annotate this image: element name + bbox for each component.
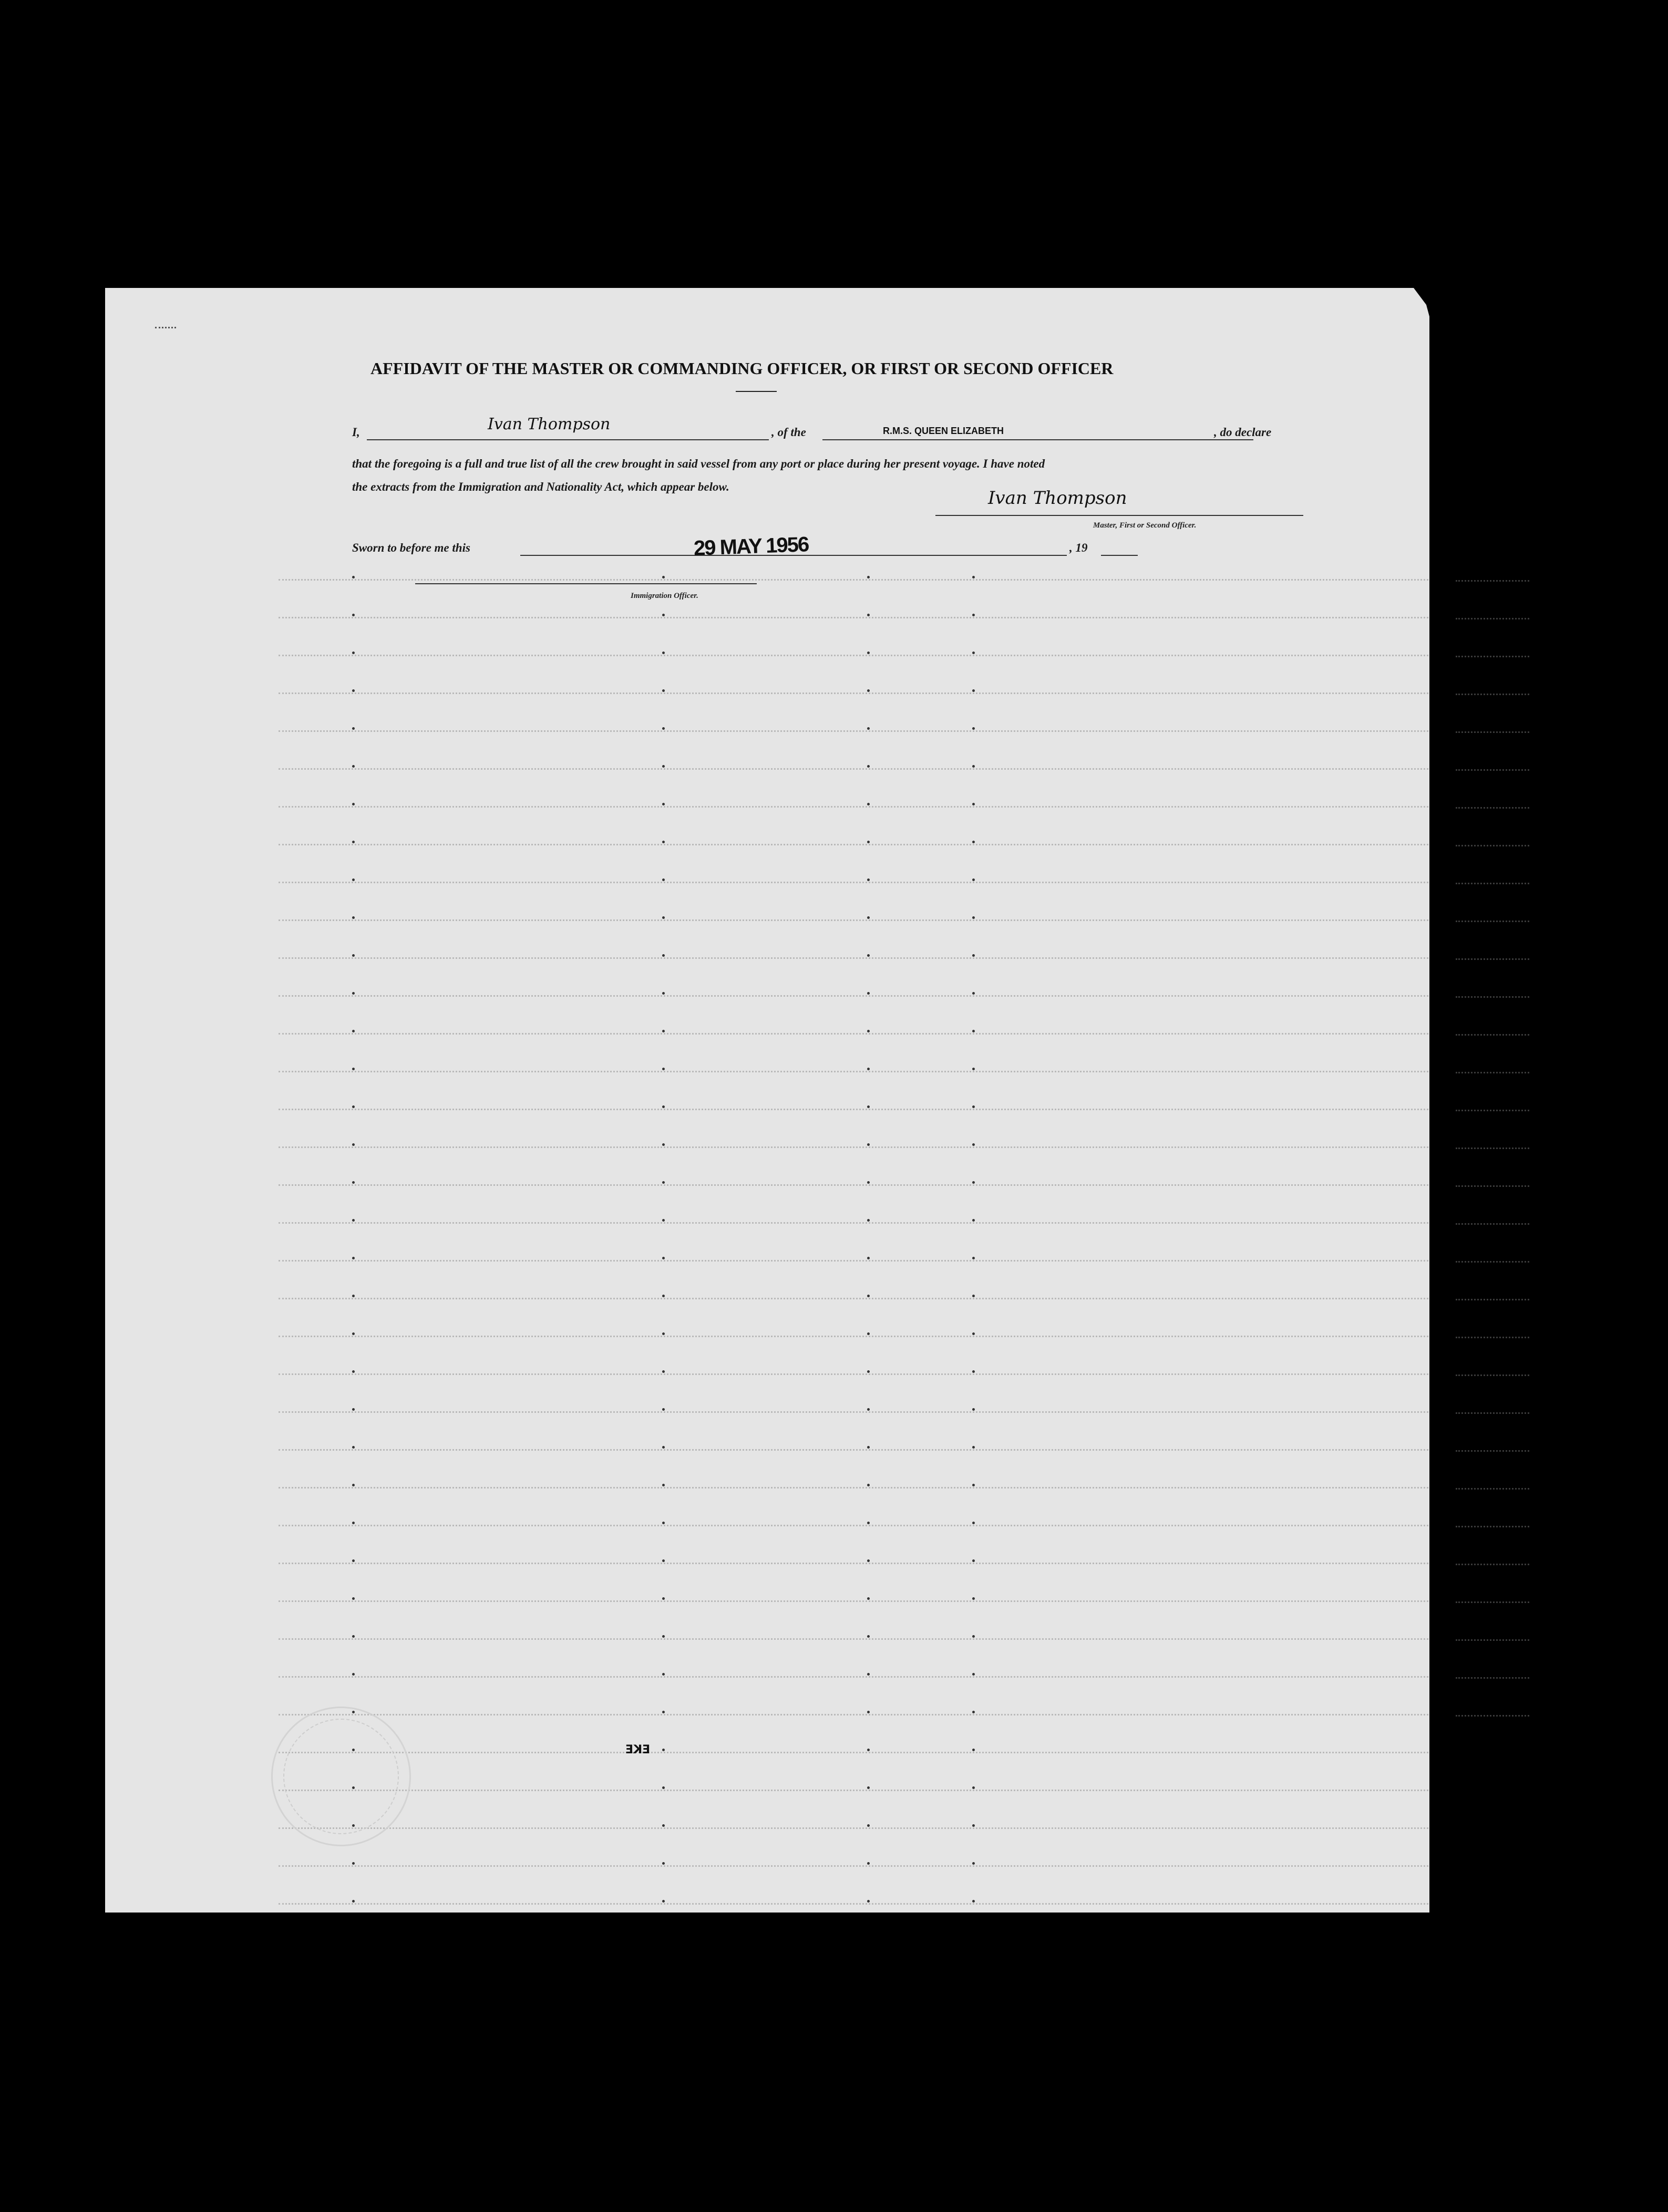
of-the-text: , of the — [771, 426, 806, 439]
bleed-through-row — [279, 799, 1429, 808]
punch-hole — [1546, 797, 1569, 820]
bleed-through-row — [279, 1366, 1429, 1375]
ditto-mark — [867, 1862, 870, 1865]
margin-row-number — [1456, 1480, 1529, 1490]
ditto-mark — [972, 1068, 975, 1070]
bleed-through-row — [279, 1328, 1429, 1337]
ditto-mark — [867, 727, 870, 730]
ditto-mark — [352, 1143, 355, 1146]
bleed-through-row — [279, 1404, 1429, 1413]
immigration-officer-caption: Immigration Officer. — [631, 592, 698, 600]
margin-row-number — [1456, 1290, 1529, 1300]
ditto-mark — [972, 1786, 975, 1789]
ditto-mark — [972, 1219, 975, 1222]
ditto-mark — [867, 1522, 870, 1524]
bleed-through-row — [279, 723, 1429, 732]
margin-row-number — [1456, 1707, 1529, 1717]
bleed-through-row — [279, 874, 1429, 883]
margin-row-number — [1456, 1631, 1529, 1641]
ditto-mark — [972, 1900, 975, 1903]
ditto-mark — [662, 1900, 665, 1903]
do-declare-text: , do declare — [1214, 426, 1272, 439]
ditto-mark — [662, 1484, 665, 1486]
ditto-mark — [867, 954, 870, 957]
bleed-through-row — [279, 1858, 1429, 1867]
punch-hole — [1547, 882, 1570, 905]
margin-row-number — [1456, 1063, 1529, 1073]
bleed-through-row — [279, 1669, 1429, 1678]
ditto-mark — [352, 1862, 355, 1865]
ditto-mark — [662, 1181, 665, 1184]
bleed-through-row — [279, 572, 1429, 581]
ditto-mark — [352, 803, 355, 805]
master-signature-line — [935, 515, 1303, 516]
margin-row-number — [1456, 1442, 1529, 1452]
ditto-mark — [867, 1711, 870, 1713]
margin-row-number — [1456, 1026, 1529, 1036]
ditto-mark — [867, 841, 870, 843]
bleed-through-row — [279, 1442, 1429, 1451]
bleed-through-row — [279, 647, 1429, 656]
punch-hole — [1544, 451, 1567, 474]
ditto-mark — [867, 1446, 870, 1449]
title-underline — [736, 391, 777, 392]
bleed-through-row — [279, 1744, 1429, 1753]
faint-header-mark — [155, 319, 176, 328]
ditto-mark — [867, 1105, 870, 1108]
ditto-mark — [867, 1181, 870, 1184]
margin-row-number — [1456, 609, 1529, 619]
ditto-mark — [662, 1597, 665, 1600]
ditto-mark — [867, 1749, 870, 1751]
ditto-mark — [662, 1105, 665, 1108]
ditto-mark — [662, 727, 665, 730]
ditto-mark — [972, 841, 975, 843]
ditto-mark — [972, 614, 975, 616]
ditto-mark — [352, 1900, 355, 1903]
ditto-mark — [972, 1105, 975, 1108]
ditto-mark — [352, 1332, 355, 1335]
ditto-mark — [867, 1332, 870, 1335]
ditto-mark — [662, 576, 665, 578]
punch-hole — [1545, 1443, 1568, 1466]
bleed-through-row — [279, 1820, 1429, 1829]
ditto-mark — [352, 1408, 355, 1411]
bleed-through-row — [279, 1480, 1429, 1489]
bleed-through-row — [279, 912, 1429, 921]
ditto-mark — [352, 1446, 355, 1449]
ditto-mark — [867, 1257, 870, 1259]
ditto-mark — [867, 1219, 870, 1222]
margin-row-number — [1456, 874, 1529, 884]
ditto-mark — [662, 1711, 665, 1713]
ditto-mark — [972, 1181, 975, 1184]
ditto-mark — [867, 992, 870, 995]
bleed-through-row — [279, 1782, 1429, 1791]
ditto-mark — [867, 1370, 870, 1373]
ditto-mark — [662, 1408, 665, 1411]
ditto-mark — [662, 1673, 665, 1676]
ditto-mark — [352, 614, 355, 616]
ditto-mark — [662, 1295, 665, 1297]
margin-row-number — [1456, 572, 1529, 582]
ditto-mark — [972, 1635, 975, 1638]
bleed-through-row — [279, 685, 1429, 694]
ditto-mark — [972, 652, 975, 654]
ditto-mark — [867, 1030, 870, 1032]
ditto-mark — [352, 1484, 355, 1486]
bleed-through-row — [279, 1555, 1429, 1564]
ditto-mark — [972, 727, 975, 730]
ditto-mark — [972, 1597, 975, 1600]
bleed-through-row — [279, 1593, 1429, 1602]
margin-row-number — [1456, 685, 1529, 695]
margin-row-number — [1456, 1669, 1529, 1679]
bleed-through-row — [279, 1290, 1429, 1299]
ditto-mark — [662, 689, 665, 692]
ditto-mark — [352, 1673, 355, 1676]
bleed-through-row — [279, 1026, 1429, 1035]
ditto-mark — [867, 1635, 870, 1638]
margin-row-number — [1456, 1555, 1529, 1565]
ditto-mark — [867, 1143, 870, 1146]
ditto-mark — [972, 878, 975, 881]
ditto-mark — [662, 1749, 665, 1751]
vessel-name: R.M.S. QUEEN ELIZABETH — [883, 426, 1004, 436]
declarant-name-line — [367, 439, 769, 440]
ditto-mark — [662, 1824, 665, 1827]
ditto-mark — [867, 1295, 870, 1297]
ditto-mark — [972, 803, 975, 805]
ditto-mark — [352, 916, 355, 919]
ditto-mark — [867, 1673, 870, 1676]
bleed-through-row — [279, 1707, 1429, 1715]
ditto-mark — [662, 1522, 665, 1524]
margin-row-number — [1456, 1101, 1529, 1111]
ditto-mark — [972, 954, 975, 957]
margin-row-number — [1456, 1366, 1529, 1376]
ditto-mark — [352, 992, 355, 995]
ditto-mark — [662, 1635, 665, 1638]
punch-hole — [1545, 1356, 1568, 1379]
ditto-mark — [352, 1370, 355, 1373]
ditto-mark — [662, 765, 665, 768]
ditto-mark — [972, 1673, 975, 1676]
margin-row-number — [1456, 836, 1529, 846]
ditto-mark — [352, 576, 355, 578]
ditto-mark — [662, 1559, 665, 1562]
ditto-mark — [352, 1522, 355, 1524]
margin-row-number — [1456, 1593, 1529, 1603]
handwritten-mark: EKE — [625, 1743, 651, 1756]
ditto-mark — [867, 576, 870, 578]
ditto-mark — [352, 1181, 355, 1184]
ditto-mark — [867, 1597, 870, 1600]
margin-row-number — [1456, 1139, 1529, 1149]
margin-row-number — [1456, 1253, 1529, 1263]
declarant-signature: Ivan Thompson — [488, 415, 611, 433]
bleed-through-row — [279, 1139, 1429, 1148]
ditto-mark — [867, 1408, 870, 1411]
ditto-mark — [867, 1824, 870, 1827]
ditto-mark — [972, 1559, 975, 1562]
ditto-mark — [352, 1597, 355, 1600]
ditto-mark — [867, 1484, 870, 1486]
margin-row-number — [1456, 1177, 1529, 1187]
ditto-mark — [352, 841, 355, 843]
bleed-through-row — [279, 1253, 1429, 1262]
bleed-through-row — [279, 988, 1429, 997]
ditto-mark — [662, 1219, 665, 1222]
bleed-through-row — [279, 1631, 1429, 1640]
ditto-mark — [662, 803, 665, 805]
ditto-mark — [662, 954, 665, 957]
ditto-mark — [352, 1105, 355, 1108]
punch-hole — [1544, 538, 1567, 561]
margin-row-number — [1456, 1404, 1529, 1414]
ditto-mark — [662, 841, 665, 843]
ditto-mark — [972, 1824, 975, 1827]
ditto-mark — [972, 689, 975, 692]
ditto-mark — [972, 1370, 975, 1373]
ditto-mark — [867, 1900, 870, 1903]
margin-row-number — [1456, 1215, 1529, 1225]
ditto-mark — [867, 1068, 870, 1070]
ditto-mark — [352, 1030, 355, 1032]
ditto-mark — [972, 992, 975, 995]
immigration-officer-line — [415, 583, 757, 584]
ditto-mark — [867, 803, 870, 805]
punch-hole — [1546, 1779, 1569, 1802]
ditto-mark — [662, 1143, 665, 1146]
ditto-mark — [972, 1143, 975, 1146]
margin-row-number — [1456, 1328, 1529, 1338]
year-prefix: , 19 — [1069, 541, 1088, 554]
margin-row-number — [1456, 950, 1529, 960]
ditto-mark — [662, 652, 665, 654]
year-line — [1101, 555, 1138, 556]
margin-row-number — [1456, 723, 1529, 733]
ditto-mark — [972, 1257, 975, 1259]
ditto-mark — [662, 1257, 665, 1259]
ditto-mark — [352, 1635, 355, 1638]
ditto-mark — [867, 916, 870, 919]
ditto-mark — [662, 1370, 665, 1373]
ditto-mark — [867, 652, 870, 654]
ditto-mark — [972, 1484, 975, 1486]
bleed-through-row — [279, 950, 1429, 959]
ditto-mark — [662, 916, 665, 919]
ditto-mark — [662, 614, 665, 616]
ditto-mark — [352, 1295, 355, 1297]
ditto-mark — [972, 1030, 975, 1032]
bleed-through-row — [279, 1215, 1429, 1224]
bleed-through-row — [279, 1101, 1429, 1110]
bleed-through-row — [279, 1063, 1429, 1072]
margin-row-number — [1456, 912, 1529, 922]
vessel-name-line — [822, 439, 1253, 440]
ditto-mark — [972, 1332, 975, 1335]
declaration-body-line-2: that the foregoing is a full and true list of all the crew brought in said vessel from any port or place during her present voyage. I have noted — [352, 457, 1045, 470]
ditto-mark — [972, 1862, 975, 1865]
ditto-mark — [352, 878, 355, 881]
ditto-mark — [352, 1559, 355, 1562]
ditto-mark — [662, 1332, 665, 1335]
bleed-through-row — [279, 836, 1429, 845]
bleed-through-row — [279, 1177, 1429, 1186]
ditto-mark — [352, 689, 355, 692]
bleed-through-row — [279, 761, 1429, 770]
ditto-mark — [662, 1068, 665, 1070]
affidavit-title: AFFIDAVIT OF THE MASTER OR COMMANDING OFFICER, OR FIRST OR SECOND OFFICER — [370, 359, 1114, 378]
margin-row-number — [1456, 988, 1529, 998]
sworn-date-stamp: 29 MAY 1956 — [693, 533, 809, 560]
faint-seal-stamp — [271, 1707, 411, 1846]
ditto-mark — [352, 1219, 355, 1222]
ditto-mark — [867, 1559, 870, 1562]
ditto-mark — [972, 576, 975, 578]
ditto-mark — [867, 1786, 870, 1789]
ditto-mark — [662, 1446, 665, 1449]
ditto-mark — [972, 765, 975, 768]
ditto-mark — [972, 1446, 975, 1449]
ditto-mark — [972, 1749, 975, 1751]
margin-row-number — [1456, 761, 1529, 771]
ditto-mark — [972, 1711, 975, 1713]
margin-row-number — [1456, 1517, 1529, 1527]
ditto-mark — [867, 765, 870, 768]
ditto-mark — [662, 1862, 665, 1865]
ditto-mark — [867, 614, 870, 616]
ditto-mark — [662, 1786, 665, 1789]
ditto-mark — [867, 689, 870, 692]
margin-row-number — [1456, 799, 1529, 809]
master-signature: Ivan Thompson — [988, 488, 1127, 509]
ditto-mark — [352, 765, 355, 768]
ditto-mark — [352, 727, 355, 730]
bleed-through-row — [279, 1896, 1429, 1905]
bleed-through-row — [279, 609, 1429, 618]
ditto-mark — [972, 1408, 975, 1411]
ditto-mark — [352, 1068, 355, 1070]
ditto-mark — [972, 916, 975, 919]
ditto-mark — [352, 1257, 355, 1259]
ditto-mark — [662, 992, 665, 995]
ditto-mark — [662, 1030, 665, 1032]
declarant-prefix: I, — [352, 426, 360, 439]
ditto-mark — [352, 652, 355, 654]
ditto-mark — [662, 878, 665, 881]
margin-row-number — [1456, 647, 1529, 657]
bleed-through-row — [279, 1517, 1429, 1526]
sworn-text: Sworn to before me this — [352, 541, 470, 554]
declaration-body-line-3: the extracts from the Immigration and Nationality Act, which appear below. — [352, 480, 729, 493]
ditto-mark — [352, 954, 355, 957]
master-signature-caption: Master, First or Second Officer. — [1093, 521, 1197, 530]
ditto-mark — [867, 878, 870, 881]
punch-hole — [1546, 1692, 1569, 1715]
ditto-mark — [972, 1522, 975, 1524]
ditto-mark — [972, 1295, 975, 1297]
affidavit-page — [105, 288, 1429, 1913]
